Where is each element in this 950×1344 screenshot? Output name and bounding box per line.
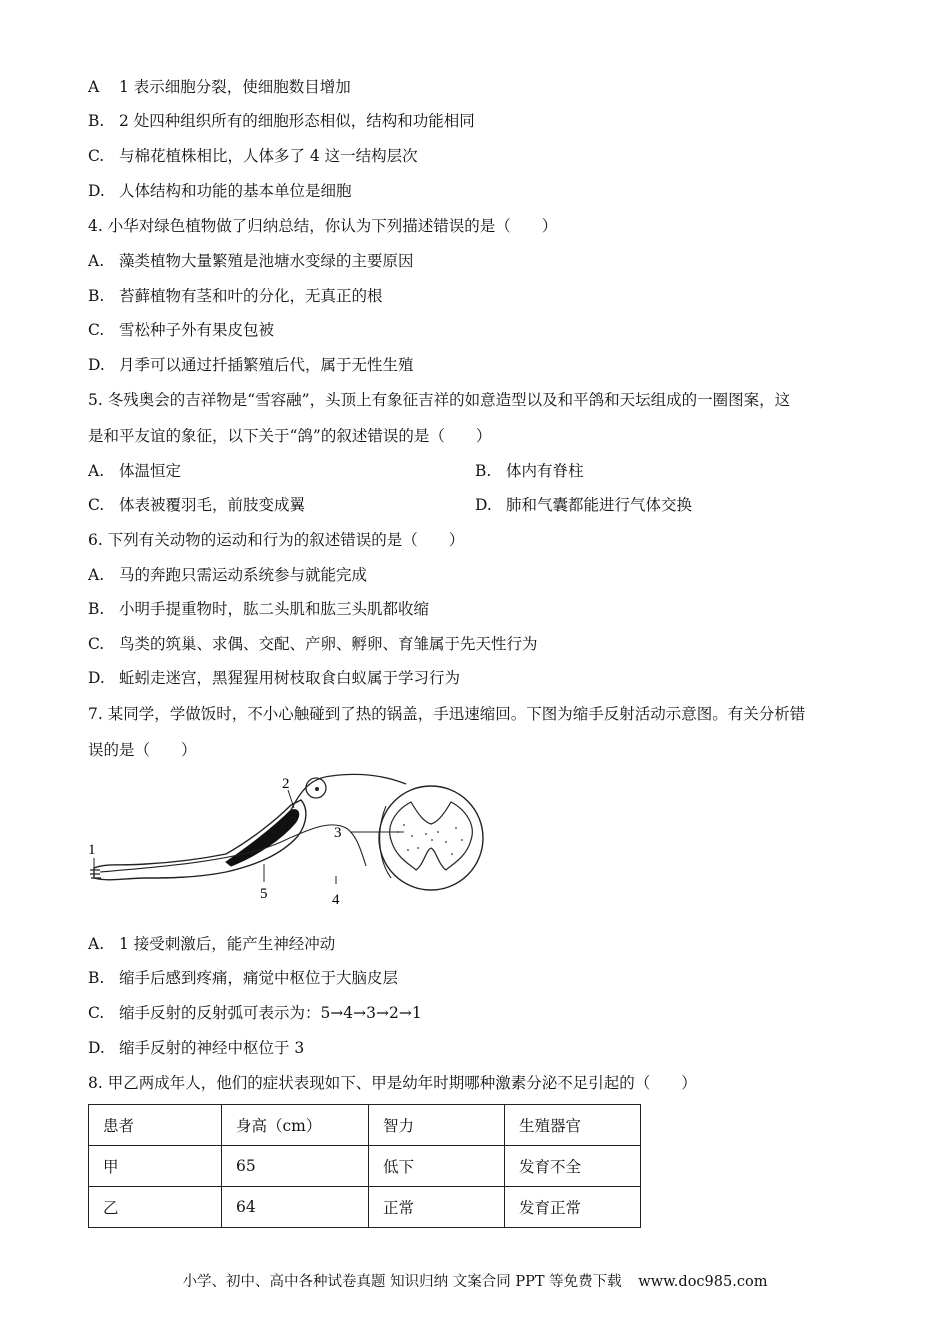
q6-option-b: [88, 599, 429, 619]
q5-stem-line1: 5. 冬残奥会的吉祥物是“雪容融”，头顶上有象征吉祥的如意造型以及和平鸽和天坛组成的一圈图案，这: [88, 391, 791, 409]
spinal-cord-section: [379, 786, 483, 890]
option-label: C.: [88, 321, 105, 339]
q4-option-a: [88, 251, 413, 271]
option-text: 体表被覆羽毛，前肢变成翼: [118, 496, 305, 514]
q5-option-d: [475, 495, 692, 515]
q6-option-a: [88, 565, 367, 585]
option-text: 2 处四种组织所有的细胞形态相似，结构和功能相同: [118, 112, 475, 130]
table-cell: 乙: [89, 1187, 222, 1228]
option-text: 缩手反射的神经中枢位于 3: [118, 1039, 305, 1057]
q4-option-b: [88, 286, 382, 306]
option-label: D.: [88, 356, 105, 374]
reflex-arc-diagram: [86, 770, 486, 910]
option-label: A.: [88, 566, 105, 584]
q7-option-d: [88, 1038, 304, 1058]
option-label: C.: [88, 635, 105, 653]
option-label: B.: [475, 462, 492, 480]
q7-option-b: [88, 968, 398, 988]
label-3: 3: [334, 825, 342, 841]
option-label: D.: [88, 669, 105, 687]
option-label: C.: [88, 147, 105, 165]
option-text: 马的奔跑只需运动系统参与就能完成: [118, 566, 367, 584]
option-text: 小明手提重物时，肱二头肌和肱三头肌都收缩: [118, 600, 429, 618]
option-label: B.: [88, 600, 105, 618]
q5-option-a: [88, 461, 181, 481]
option-text: 藻类植物大量繁殖是池塘水变绿的主要原因: [118, 252, 414, 270]
nerve-root: [380, 806, 391, 878]
q3-option-b: [88, 111, 475, 131]
option-text: 体温恒定: [118, 462, 181, 480]
label-1: 1: [88, 842, 96, 858]
option-label: B.: [88, 969, 105, 987]
q7-stem-line1: 7. 某同学，学做饭时，不小心触碰到了热的锅盖，手迅速缩回。下图为缩手反射活动示意图。有关分析错: [88, 705, 806, 723]
option-text: 蚯蚓走迷宫，黑猩猩用树枝取食白蚁属于学习行为: [118, 669, 460, 687]
option-text: 缩手反射的反射弧可表示为：5→4→3→2→1: [118, 1004, 422, 1022]
option-text: 肺和气囊都能进行气体交换: [505, 496, 692, 514]
option-label: D.: [88, 1039, 105, 1057]
q3-option-c: [88, 146, 418, 166]
option-text: 月季可以通过扦插繁殖后代，属于无性生殖: [118, 356, 414, 374]
table-cell: 正常: [369, 1187, 505, 1228]
symptom-table: [88, 1104, 641, 1228]
option-label: A: [88, 78, 100, 96]
q3-option-d: [88, 181, 351, 201]
gray-matter: [390, 802, 473, 870]
option-label: B.: [88, 112, 105, 130]
q3-option-a: [88, 77, 351, 97]
option-text: 体内有脊柱: [505, 462, 584, 480]
q6-stem: 6. 下列有关动物的运动和行为的叙述错误的是（ ）: [88, 531, 465, 549]
label-2: 2: [282, 776, 290, 792]
table-header-cell: 智力: [369, 1105, 505, 1146]
q7-option-c: [88, 1003, 422, 1023]
gray-matter-dots: [397, 824, 463, 855]
muscle-effector: [226, 810, 299, 866]
ganglion-dot: [315, 787, 319, 791]
q8-stem: 8. 甲乙两成年人，他们的症状表现如下、甲是幼年时期哪种激素分泌不足引起的（ ）: [88, 1074, 697, 1092]
table-cell: 甲: [89, 1146, 222, 1187]
table-header-cell: 患者: [89, 1105, 222, 1146]
q7-stem-line2: 误的是（ ）: [88, 741, 197, 759]
option-label: D.: [88, 182, 105, 200]
q4-stem: 4. 小华对绿色植物做了归纳总结，你认为下列描述错误的是（ ）: [88, 217, 558, 235]
q6-option-c: [88, 634, 537, 654]
option-text: 苔藓植物有茎和叶的分化，无真正的根: [118, 287, 383, 305]
option-text: 1 表示细胞分裂，使细胞数目增加: [118, 78, 351, 96]
option-text: 雪松种子外有果皮包被: [118, 321, 274, 339]
label-4: 4: [332, 892, 340, 908]
q5-option-b: [475, 461, 583, 481]
table-header-cell: 生殖器官: [505, 1105, 641, 1146]
table-header-cell: 身高（cm）: [222, 1105, 369, 1146]
q4-option-d: [88, 355, 413, 375]
table-row: [89, 1187, 641, 1228]
option-label: A.: [88, 935, 105, 953]
q7-option-a: [88, 934, 335, 954]
option-label: C.: [88, 496, 105, 514]
option-label: C.: [88, 1004, 105, 1022]
table-header-row: [89, 1105, 641, 1146]
label-5: 5: [260, 886, 268, 902]
option-label: A.: [88, 462, 105, 480]
option-label: A.: [88, 252, 105, 270]
option-text: 与棉花植株相比，人体多了 4 这一结构层次: [118, 147, 418, 165]
table-cell: 64: [222, 1187, 369, 1228]
table-cell: 65: [222, 1146, 369, 1187]
table-cell: 发育不全: [505, 1146, 641, 1187]
option-text: 缩手后感到疼痛，痛觉中枢位于大脑皮层: [118, 969, 398, 987]
option-label: B.: [88, 287, 105, 305]
table-row: [89, 1146, 641, 1187]
page-footer: [0, 1270, 950, 1291]
option-text: 人体结构和功能的基本单位是细胞: [118, 182, 352, 200]
q6-option-d: [88, 668, 460, 688]
option-text: 1 接受刺激后，能产生神经冲动: [118, 935, 336, 953]
option-text: 鸟类的筑巢、求偶、交配、产卵、孵卵、育雏属于先天性行为: [118, 635, 538, 653]
q5-stem-line2: 是和平友谊的象征，以下关于“鸽”的叙述错误的是（ ）: [88, 427, 492, 445]
footer-text: 小学、初中、高中各种试卷真题 知识归纳 文案合同 PPT 等免费下载: [182, 1274, 622, 1290]
table-cell: 低下: [369, 1146, 505, 1187]
q4-option-c: [88, 320, 274, 340]
footer-site-link[interactable]: www.doc985.com: [638, 1274, 768, 1290]
hand-fingers: [90, 870, 101, 878]
q5-option-c: [88, 495, 305, 515]
option-label: D.: [475, 496, 492, 514]
nerve-line: [291, 774, 406, 810]
table-cell: 发育正常: [505, 1187, 641, 1228]
